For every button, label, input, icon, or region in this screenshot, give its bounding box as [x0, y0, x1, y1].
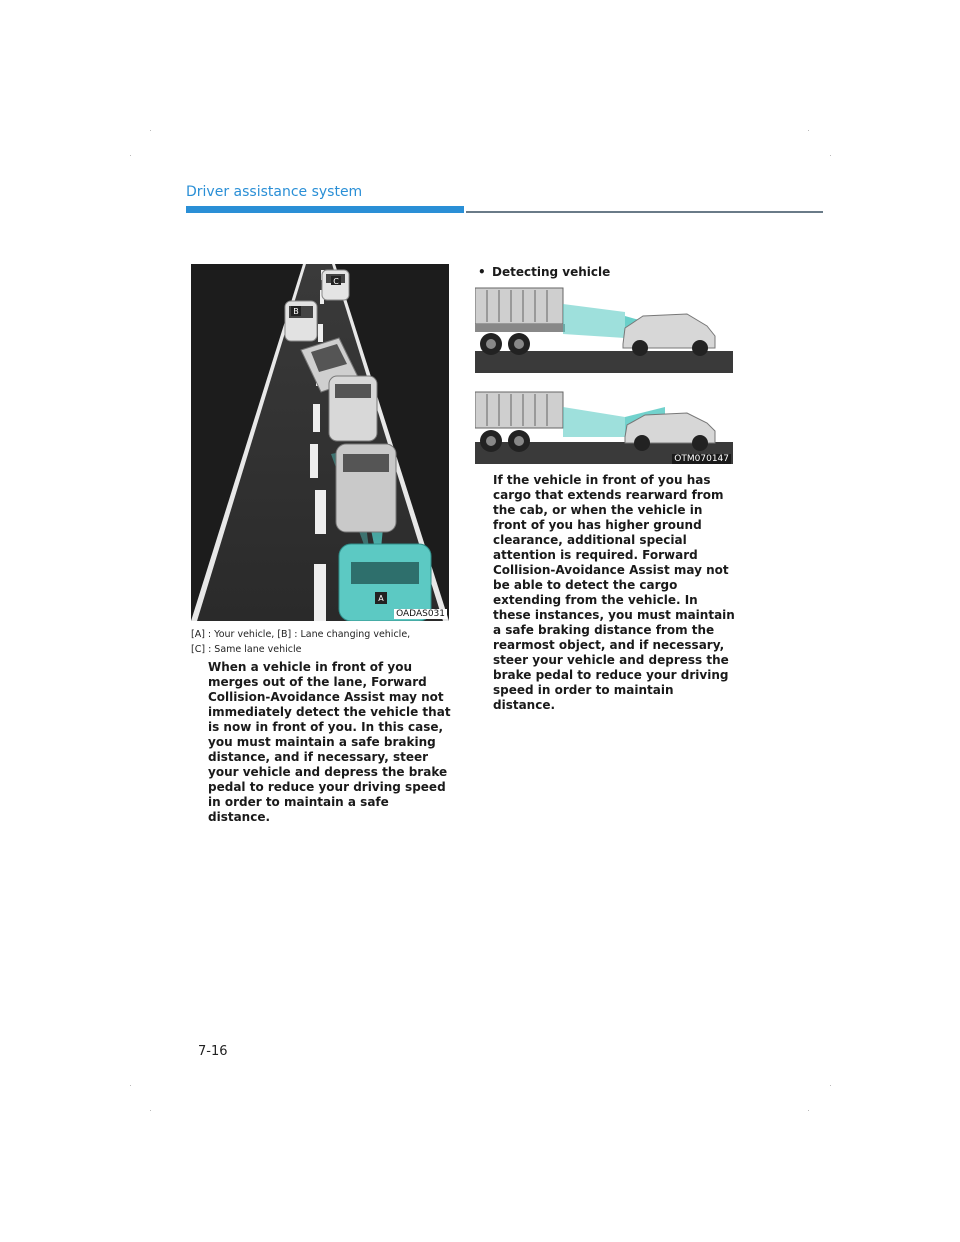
svg-text:B: B: [293, 307, 299, 316]
front-vehicle: [336, 444, 396, 532]
vehicle-b: [285, 301, 317, 341]
truck-illustration-bottom: [475, 377, 733, 464]
crop-mark: [830, 155, 831, 156]
crop-mark: [808, 1110, 809, 1111]
bullet-title: Detecting vehicle: [492, 265, 611, 279]
crop-mark: [808, 130, 809, 131]
truck-cargo-figure-bottom: [475, 377, 733, 464]
truck-cargo-figure-top: [475, 286, 733, 373]
caption-line: [A] : Your vehicle, [B] : Lane changing vehicle,: [191, 629, 411, 640]
svg-text:A: A: [378, 594, 384, 603]
figure-code: OADAS031: [396, 609, 445, 619]
caption-line: [C] : Same lane vehicle: [191, 644, 302, 655]
crop-mark: [150, 1110, 151, 1111]
section-title: Driver assistance system: [186, 184, 363, 200]
bullet-heading: [478, 265, 610, 279]
body-paragraph-left: When a vehicle in front of you merges out of the lane, Forward Collision-Avoidance Assist may not immediately detect the vehicle that is now in front of you. In this case, you must maintain a safe braking distance, and if necessary, steer your vehicle and depress the brake pedal to reduce your driving speed in order to maintain a safe distance.: [208, 660, 451, 824]
page-number: 7-16: [198, 1044, 228, 1059]
header-rule-accent: [186, 206, 464, 213]
crop-mark: [130, 155, 131, 156]
figure-caption: [191, 627, 453, 657]
truck-illustration-top: [475, 286, 733, 373]
svg-text:C: C: [333, 277, 339, 286]
crop-mark: [150, 130, 151, 131]
crop-mark: [830, 1085, 831, 1086]
bullet-icon: •: [478, 265, 486, 279]
lane-change-figure: [191, 264, 449, 621]
body-paragraph-right: If the vehicle in front of you has cargo that extends rearward from the cab, or when the vehicle in front of you has higher ground clearance, additional special attention is required. Forward Collision-Avoidance Assist may not be able to detect the cargo extending from the vehicle. In these instances, you must maintain a safe braking distance from the rearmost object, and if necessary, steer your vehicle and depress the brake pedal to reduce your driving speed in order to maintain distance.: [493, 473, 735, 712]
crop-mark: [130, 1085, 131, 1086]
middle-vehicle: [329, 376, 377, 441]
lane-change-illustration: [191, 264, 449, 621]
figure-code: OTM070147: [674, 454, 729, 464]
header-rule: [466, 211, 823, 213]
vehicle-c: [322, 270, 349, 300]
